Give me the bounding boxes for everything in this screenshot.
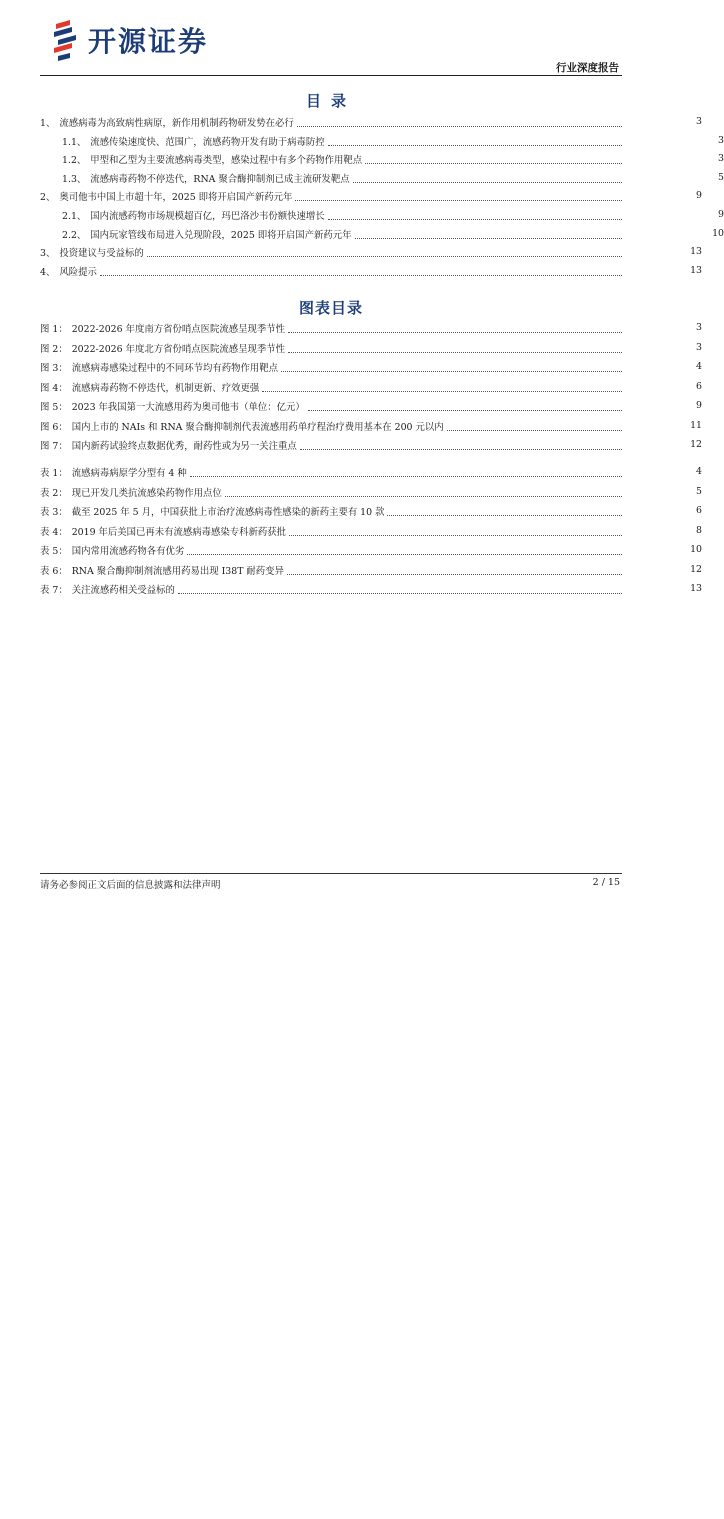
figure-entry[interactable] <box>40 380 702 395</box>
page-number: 2 / 15 <box>592 877 620 888</box>
entry-page-number: 8 <box>696 524 702 536</box>
toc-entry[interactable] <box>62 209 724 223</box>
entry-page-number: 13 <box>690 583 702 594</box>
entry-number: 图 2： <box>40 343 68 355</box>
entry-page-number: 10 <box>690 544 702 555</box>
figure-entry[interactable] <box>40 322 702 336</box>
entry-title: 流感病毒病原学分型有 4 种 <box>71 468 187 479</box>
entry-page-number: 10 <box>712 227 724 239</box>
entry-number: 2、 <box>40 192 56 204</box>
entry-title: 投资建议与受益标的 <box>59 248 144 260</box>
entry-page-number: 13 <box>690 246 702 258</box>
toc-entry[interactable] <box>40 246 702 260</box>
toc-entry[interactable] <box>40 190 702 204</box>
entry-number: 表 4： <box>40 526 68 538</box>
entry-number: 表 1： <box>40 468 68 479</box>
figure-entry[interactable] <box>40 419 702 434</box>
toc-entry[interactable] <box>40 264 702 279</box>
entry-title: 流感传染速度快、范围广，流感药物开发有助于病毒防控 <box>90 136 325 148</box>
entry-number: 图 1： <box>40 324 68 335</box>
entry-number: 图 4： <box>40 382 68 394</box>
entry-number: 表 5： <box>40 546 68 557</box>
entry-number: 4、 <box>40 266 56 278</box>
entry-page-number: 9 <box>696 190 702 202</box>
entry-title: 国内玩家管线布局进入兑现阶段，2025 即将开启国产新药元年 <box>90 229 352 241</box>
entry-title: 奥司他韦中国上市超十年，2025 即将开启国产新药元年 <box>59 192 293 204</box>
entry-title: 风险提示 <box>59 266 97 278</box>
figure-entry[interactable] <box>40 361 702 375</box>
entry-page-number: 6 <box>696 505 702 516</box>
table-entry[interactable] <box>40 466 702 480</box>
figure-entry[interactable] <box>40 439 702 453</box>
header-divider <box>40 75 622 76</box>
table-entry[interactable] <box>40 524 702 539</box>
entry-title: 国内上市的 NAIs 和 RNA 聚合酶抑制剂代表流感用药单疗程治疗费用基本在 200 元以内 <box>71 421 444 433</box>
toc-entry[interactable] <box>62 134 724 149</box>
entry-number: 表 7： <box>40 585 68 596</box>
entry-title: 现已开发几类抗流感染药物作用点位 <box>71 487 222 499</box>
entry-page-number: 12 <box>690 439 702 450</box>
entry-number: 图 6： <box>40 421 68 433</box>
entry-page-number: 3 <box>718 153 724 165</box>
entry-page-number: 4 <box>696 466 702 477</box>
entry-page-number: 9 <box>696 400 702 411</box>
toc-entry[interactable] <box>40 116 702 130</box>
entry-number: 1、 <box>40 118 56 129</box>
entry-title: 2019 年后美国已再未有流感病毒感染专科新药获批 <box>71 526 287 538</box>
entry-number: 1.1、 <box>62 136 87 148</box>
figures-tables-title: 图表目录 <box>298 299 363 317</box>
entry-page-number: 12 <box>690 563 702 575</box>
toc-entry[interactable] <box>62 153 724 167</box>
entry-number: 2.1、 <box>62 211 87 222</box>
entry-page-number: 13 <box>690 264 702 276</box>
entry-title: 关注流感药相关受益标的 <box>71 585 175 596</box>
entry-page-number: 6 <box>696 380 702 392</box>
entry-title: 流感病毒药物不停迭代，RNA 聚合酶抑制剂已成主流研发靶点 <box>90 173 350 185</box>
footer-divider <box>40 873 622 874</box>
entry-number: 1.3、 <box>62 173 87 185</box>
entry-page-number: 5 <box>696 485 702 497</box>
entry-number: 图 7： <box>40 441 68 452</box>
entry-page-number: 11 <box>690 419 702 431</box>
entry-page-number: 4 <box>696 361 702 372</box>
entry-number: 表 2： <box>40 487 68 499</box>
entry-title: 流感病毒感染过程中的不同环节均有药物作用靶点 <box>71 363 278 374</box>
report-type-label: 行业深度报告 <box>556 62 619 74</box>
entry-number: 3、 <box>40 248 56 260</box>
toc-entry[interactable] <box>62 171 724 186</box>
entry-page-number: 9 <box>718 209 724 220</box>
entry-title: 2022-2026 年度南方省份哨点医院流感呈现季节性 <box>71 324 285 335</box>
entry-title: 流感病毒药物不停迭代，机制更新、疗效更强 <box>71 382 260 394</box>
entry-title: 流感病毒为高致病性病原，新作用机制药物研发势在必行 <box>59 118 294 129</box>
entry-title: 2022-2026 年度北方省份哨点医院流感呈现季节性 <box>71 343 285 355</box>
entry-number: 1.2、 <box>62 155 87 167</box>
entry-number: 图 5： <box>40 402 68 413</box>
logo-mark-icon <box>50 18 80 62</box>
toc-title: 目录 <box>305 92 356 110</box>
table-entry[interactable] <box>40 485 702 500</box>
brand-name: 开源证券 <box>88 25 209 58</box>
table-entry[interactable] <box>40 583 702 597</box>
figure-entry[interactable] <box>40 400 702 414</box>
entry-number: 图 3： <box>40 363 68 374</box>
entry-number: 2.2、 <box>62 229 87 241</box>
entry-title: 甲型和乙型为主要流感病毒类型，感染过程中有多个药物作用靶点 <box>90 155 363 167</box>
table-entry[interactable] <box>40 505 702 519</box>
entry-title: 国内流感药物市场规模超百亿，玛巴洛沙韦份额快速增长 <box>90 211 325 222</box>
company-logo <box>50 16 208 64</box>
entry-title: 2023 年我国第一大流感用药为奥司他韦（单位：亿元） <box>71 402 305 413</box>
entry-title: 国内常用流感药物各有优劣 <box>71 546 185 557</box>
figure-entry[interactable] <box>40 341 702 356</box>
toc-entry[interactable] <box>62 227 724 242</box>
entry-page-number: 5 <box>718 171 724 183</box>
entry-page-number: 3 <box>696 341 702 353</box>
table-entry[interactable] <box>40 544 702 558</box>
entry-title: RNA 聚合酶抑制剂流感用药易出现 I38T 耐药变异 <box>71 565 284 577</box>
entry-page-number: 3 <box>696 322 702 333</box>
footer-disclaimer: 请务必参阅正文后面的信息披露和法律声明 <box>40 880 221 891</box>
entry-title: 国内新药试验终点数据优秀，耐药性或为另一关注重点 <box>71 441 297 452</box>
entry-number: 表 6： <box>40 565 68 577</box>
entry-number: 表 3： <box>40 507 68 518</box>
entry-page-number: 3 <box>718 134 724 146</box>
entry-page-number: 3 <box>696 116 702 127</box>
table-entry[interactable] <box>40 563 702 578</box>
entry-title: 截至 2025 年 5 月，中国获批上市治疗流感病毒性感染的新药主要有 10 款 <box>71 507 385 518</box>
